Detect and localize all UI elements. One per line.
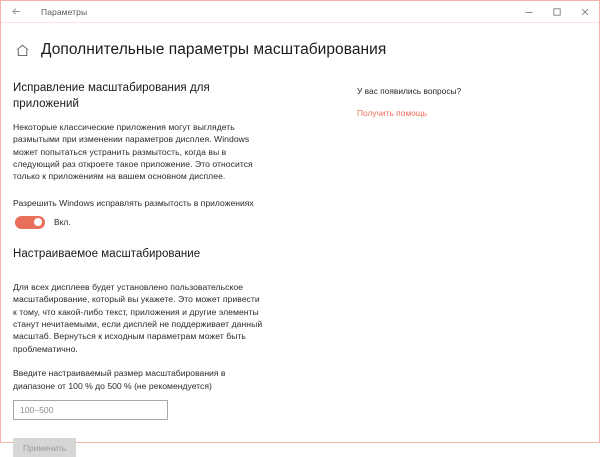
spacer	[13, 229, 265, 246]
custom-scaling-heading: Настраиваемое масштабирование	[13, 247, 201, 260]
minimize-icon[interactable]	[515, 1, 543, 22]
fix-scaling-toggle-row	[13, 216, 265, 229]
section-fix-scaling	[13, 80, 265, 229]
spacer	[13, 355, 265, 367]
custom-scaling-input-hint: Введите настраиваемый размер масштабирования в диапазоне от 100 % до 500 % (не рекомендуется)	[13, 368, 226, 391]
apply-button[interactable]: Применить	[13, 438, 76, 457]
back-arrow-icon[interactable]	[1, 2, 31, 22]
help-column	[265, 80, 599, 121]
section-custom-scaling	[13, 246, 265, 457]
settings-column	[13, 80, 265, 457]
toggle-knob	[34, 218, 42, 226]
fix-scaling-toggle[interactable]	[15, 216, 45, 229]
home-icon[interactable]	[13, 41, 32, 60]
get-help-link[interactable]: Получить помощь	[357, 107, 427, 118]
window-title: Параметры	[41, 6, 88, 17]
fix-scaling-heading: Исправление масштабирования для приложений	[13, 81, 210, 110]
custom-scaling-description: Для всех дисплеев будет установлено пользовательское масштабирование, который вы укажете. Это может привести к тому, что какой-либо текст, приложения и другие элементы станут нечитаемыми, если дисплей не поддерживает данный масштаб. Вернуться к исходным параметрам может быть проблематично.	[13, 281, 263, 354]
content-area	[1, 76, 599, 457]
maximize-icon[interactable]	[543, 1, 571, 22]
close-icon[interactable]	[571, 1, 599, 22]
custom-scaling-input[interactable]	[13, 400, 168, 420]
fix-scaling-toggle-label: Разрешить Windows исправлять размытость в приложениях	[13, 197, 254, 208]
help-question: У вас появились вопросы?	[357, 85, 462, 96]
fix-scaling-toggle-state: Вкл.	[54, 217, 71, 228]
window-controls	[515, 1, 599, 22]
spacer	[13, 271, 265, 281]
spacer	[13, 183, 265, 197]
title-bar	[1, 1, 599, 23]
fix-scaling-description: Некоторые классические приложения могут выглядеть размытыми при изменении параметров дисплея. Windows может попытаться устранить размытость, когда вы в следующий раз откроете такое приложение. Это относится только к приложениям на вашем основном дисплее.	[13, 121, 253, 182]
page-header	[1, 23, 599, 76]
page-title: Дополнительные параметры масштабирования	[41, 41, 387, 59]
